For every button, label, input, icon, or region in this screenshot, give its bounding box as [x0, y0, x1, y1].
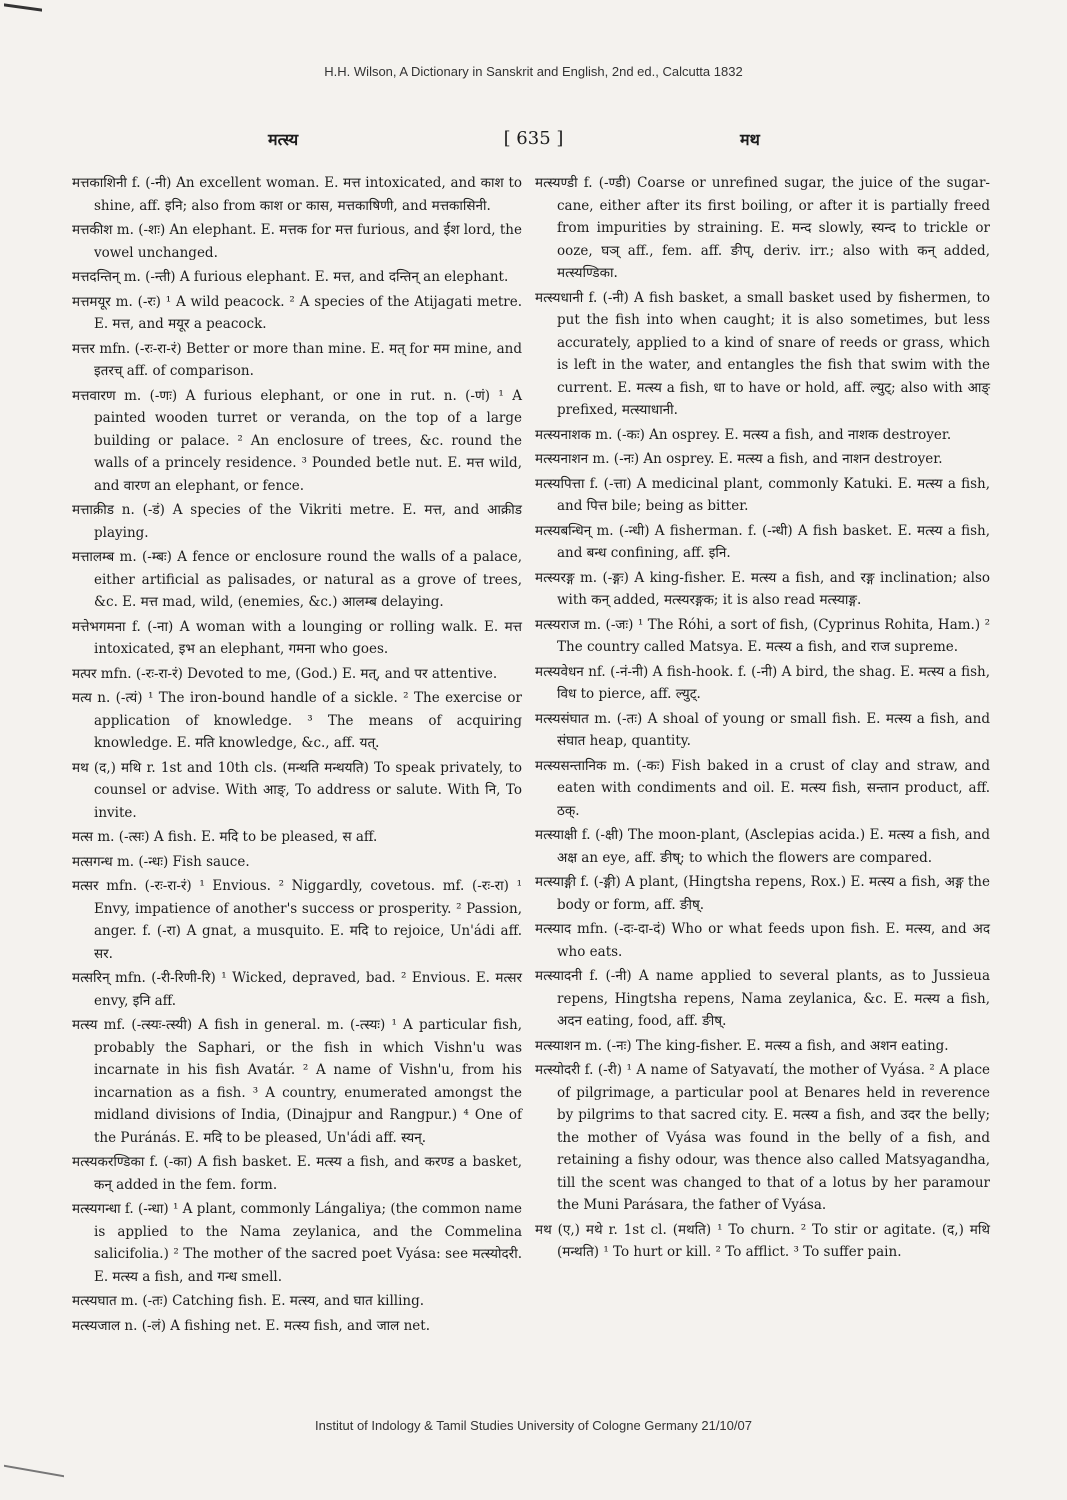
dictionary-entry: मथ (द,) मथि r. 1st and 10th cls. (मन्थति मन्थयति) To speak privately, to counsel or advise. With आङ्, To address or salute. With नि, To invite. — [72, 759, 522, 821]
left-column — [72, 172, 522, 1339]
dictionary-entry: मत्स्याङ्गी f. (-ङ्गी) A plant, (Hingtsha repens, Rox.) E. मत्स्य a fish, अङ्ग the body or form, aff. ङीष्. — [535, 874, 990, 913]
page-number: [ 635 ] — [503, 128, 564, 149]
dictionary-entry: मथ (ए,) मथे r. 1st cl. (मथति) ¹ To churn. ² To stir or agitate. (द,) मथि (मन्थति) ¹ To hurt or kill. ² To afflict. ³ To suffer pain. — [535, 1221, 990, 1260]
dictionary-entry: मत्ताक्रीड n. (-डं) A species of the Vikriti metre. E. मत्त, and आक्रीड playing. — [72, 502, 522, 541]
dictionary-entry: मत्स्यनाशक m. (-कः) An osprey. E. मत्स्य a fish, and नाशक destroyer. — [535, 426, 952, 443]
dictionary-entry: मत्तमयूर m. (-रः) ¹ A wild peacock. ² A species of the Atijagati metre. E. मत्त, and मयूर a peacock. — [72, 293, 522, 332]
dictionary-entry: मत्स्यगन्धा f. (-न्धा) ¹ A plant, commonly Lángaliya; (the common name is applied to the Nama zeylanica, and the Commelina salicifolia.) ² The mother of the sacred poet Vyása: see मत्स्योदरी. E. मत्स्य a fish, and गन्ध smell. — [72, 1201, 522, 1285]
dictionary-entry: मत्स्यरङ्ग m. (-ङ्गः) A king-fisher. E. मत्स्य a fish, and रङ्ग inclination; also with कन् added, मत्स्यरङ्गक; it is also read मत्स्याङ्ग. — [535, 569, 990, 608]
dictionary-entry: मत्पर mfn. (-रः-रा-रं) Devoted to me, (God.) E. मत्, and पर attentive. — [72, 665, 498, 682]
scan-corner-mark — [4, 3, 42, 25]
running-head — [0, 128, 1067, 158]
dictionary-entry: मत्य n. (-त्यं) ¹ The iron-bound handle of a sickle. ² The exercise or application of knowledge. ³ The means of acquiring knowledge. E. मति knowledge, &c., aff. यत्. — [72, 690, 522, 751]
dictionary-entry: मत्सर mfn. (-रः-रा-रं) ¹ Envious. ² Niggardly, covetous. mf. (-रः-रा) ¹ Envy, impatience of another's success or prosperity. ² Passion, anger. f. (-रा) A gnat, a musquito. E. मदि to rejoice, Un'ádi aff. सर. — [72, 878, 522, 962]
dictionary-entry: मत्स m. (-त्सः) A fish. E. मदि to be pleased, स aff. — [72, 829, 378, 845]
dictionary-entry: मत्तदन्तिन् m. (-न्ती) A furious elephant. E. मत्त, and दन्तिन् an elephant. — [72, 269, 509, 285]
dictionary-entry: मत्स्यसंघात m. (-तः) A shoal of young or small fish. E. मत्स्य a fish, and संघात heap, quantity. — [535, 710, 990, 749]
dictionary-entry: मत्सगन्ध m. (-न्धः) Fish sauce. — [72, 853, 250, 870]
scan-bottom-mark — [4, 1465, 64, 1486]
dictionary-entry: मत्स्यराज m. (-जः) ¹ The Róhi, a sort of fish, (Cyprinus Rohita, Ham.) ² The country called Matsya. E. मत्स्य a fish, and राज supreme. — [535, 616, 990, 655]
dictionary-entry: मत्स्यवेधन nf. (-नं-नी) A fish-hook. f. (-नी) A bird, the shag. E. मत्स्य a fish, विध to pierce, aff. ल्युट्. — [535, 663, 990, 702]
dictionary-entry: मत्तवारण m. (-णः) A furious elephant, or one in rut. n. (-णं) ¹ A painted wooden turret or veranda, on the top of a large building or palace. ² An enclosure of trees, &c. round the walls of a princely residence. ³ Pounded betle nut. E. मत्त wild, and वारण an elephant, or fence. — [72, 387, 522, 494]
dictionary-entry: मत्स्यण्डी f. (-ण्डी) Coarse or unrefined sugar, the juice of the sugar-cane, either after its first boiling, or after it is partially freed from impurities by straining. E. मन्द slowly, स्यन्द to trickle or ooze, घञ् aff., fem. aff. ङीप्, deriv. irr.; also with कन् added, मत्स्यण्डिका. — [535, 175, 990, 281]
dictionary-entry: मत्स्यपित्ता f. (-त्ता) A medicinal plant, commonly Katuki. E. मत्स्य a fish, and पित्त bile; being as bitter. — [535, 475, 990, 514]
dictionary-entry: मत्स्याशन m. (-नः) The king-fisher. E. मत्स्य a fish, and अशन eating. — [535, 1037, 949, 1054]
dictionary-entry: मत्स्यसन्तानिक m. (-कः) Fish baked in a crust of clay and straw, and eaten with condiments and oil. E. मत्स्य fish, सन्तान product, aff. ठक्. — [535, 757, 990, 819]
dictionary-entry: मत्स्यधानी f. (-नी) A fish basket, a small basket used by fishermen, to put the fish into when caught; it is also sometimes, but less accurately, applied to a kind of snare of reeds or grass, which is left in the water, and entangles the fish that swim with the current. E. मत्स्य a fish, धा to have or hold, aff. ल्युट्; also with आङ् prefixed, मत्स्याधानी. — [535, 289, 990, 418]
dictionary-entry: मत्स्यजाल n. (-लं) A fishing net. E. मत्स्य fish, and जाल net. — [72, 1317, 430, 1334]
dictionary-entry: मत्सरिन् mfn. (-री-रिणी-रि) ¹ Wicked, depraved, bad. ² Envious. E. मत्सर envy, इनि aff. — [72, 970, 522, 1009]
running-head-right: मथ — [740, 130, 760, 149]
dictionary-entry: मत्स्यादनी f. (-नी) A name applied to several plants, as to Jussieua repens, Hingtsha repens, Nama zeylanica, &c. E. मत्स्य a fish, अदन eating, food, aff. ङीष्. — [535, 968, 990, 1029]
dictionary-entry: मत्स्योदरी f. (-री) ¹ A name of Satyavatí, the mother of Vyása. ² A place of pilgrimage, a particular pool at Benares held in reverence by pilgrims to that sacred city. E. मत्स्य a fish, and उदर the belly; the mother of Vyása was found in the belly of a fish, and retaining a fishy odour, was thence also called Matsyagandha, till the scent was changed to that of a lotus by her paramour the Muni Parásara, the father of Vyása. — [535, 1062, 990, 1213]
dictionary-entry: मत्तेभगमना f. (-ना) A woman with a lounging or rolling walk. E. मत्त intoxicated, इभ an elephant, गमना who goes. — [72, 618, 522, 657]
dictionary-entry: मत्स्यघात m. (-तः) Catching fish. E. मत्स्य, and घात killing. — [72, 1293, 425, 1309]
source-header: H.H. Wilson, A Dictionary in Sanskrit and English, 2nd ed., Calcutta 1832 — [324, 64, 743, 79]
dictionary-entry: मत्तकाशिनी f. (-नी) An excellent woman. E. मत्त intoxicated, and काश to shine, aff. इनि; also from काश or कास, मत्तकाषिणी, and मत्तकासिनी. — [72, 175, 522, 214]
dictionary-entry: मत्तालम्ब m. (-म्बः) A fence or enclosure round the walls of a palace, either artificial as palisades, or natural as a grove of trees, &c. E. मत्त mad, wild, (enemies, &c.) आलम्ब delaying. — [72, 549, 522, 610]
dictionary-entry: मत्स्यकरण्डिका f. (-का) A fish basket. E. मत्स्य a fish, and करण्ड a basket, कन् added in the fem. form. — [72, 1154, 522, 1193]
dictionary-entry: मत्स्यबन्धिन् m. (-न्धी) A fisherman. f. (-न्धी) A fish basket. E. मत्स्य a fish, and बन्ध confining, aff. इनि. — [535, 522, 990, 561]
dictionary-entry: मत्स्यनाशन m. (-नः) An osprey. E. मत्स्य a fish, and नाशन destroyer. — [535, 451, 943, 467]
dictionary-entry: मत्तर mfn. (-रः-रा-रं) Better or more than mine. E. मत् for मम mine, and इतरच् aff. of comparison. — [72, 340, 522, 379]
dictionary-entry: मत्स्याद mfn. (-दः-दा-दं) Who or what feeds upon fish. E. मत्स्य, and अद who eats. — [535, 921, 990, 960]
dictionary-entry: मत्स्याक्षी f. (-क्षी) The moon-plant, (Asclepias acida.) E. मत्स्य a fish, and अक्ष an eye, aff. ङीष्; to which the flowers are compared. — [535, 827, 990, 866]
running-head-left: मत्स्य — [268, 130, 299, 149]
right-column — [535, 172, 990, 1266]
dictionary-entry: मत्स्य mf. (-त्स्यः-त्स्यी) A fish in general. m. (-त्स्यः) ¹ A particular fish, probably the Saphari, or the fish in which Vishn'u was incarnate in his fish Avatár. ² A name of Vishn'u, from his incarnation as a fish. ³ A country, enumerated amongst the midland divisions of India, (Dinajpur and Rangpur.) ⁴ One of the Puránás. E. मदि to be pleased, Un'ádi aff. स्यन्. — [72, 1017, 522, 1146]
dictionary-entry: मत्तकीश m. (-शः) An elephant. E. मत्तक for मत्त furious, and ईश lord, the vowel unchanged. — [72, 222, 522, 261]
footer-credit: Institut of Indology & Tamil Studies University of Cologne Germany 21/10/07 — [315, 1418, 752, 1433]
